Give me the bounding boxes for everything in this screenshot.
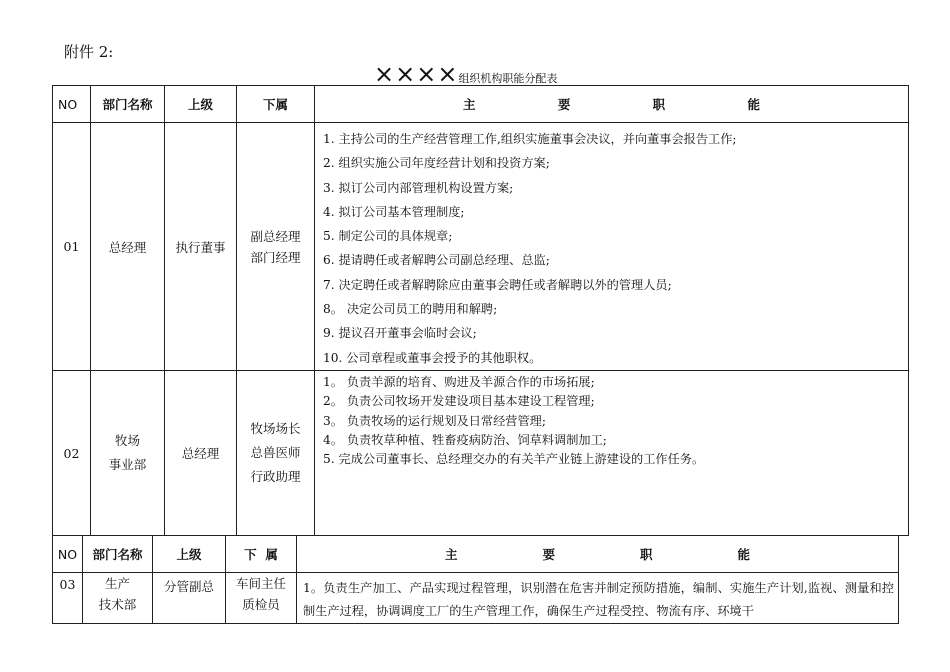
row-no: 01 [53, 123, 91, 371]
subordinate-item: 牧场场长 [250, 421, 301, 436]
header-duties-char: 能 [747, 97, 760, 112]
dept-line: 生产 [104, 576, 130, 591]
dept-line: 牧场 [114, 433, 140, 448]
duty-item: 2. 组织实施公司年度经营计划和投资方案; [323, 156, 550, 171]
row-duties [315, 123, 909, 371]
header-subordinate: 下属 [237, 86, 315, 123]
row-dept: 总经理 [91, 123, 165, 371]
duties-table-1 [52, 85, 909, 536]
document-title [374, 60, 557, 88]
header-superior: 上级 [165, 86, 237, 123]
table-row [53, 123, 909, 371]
duty-item: 3。 负责牧场的运行规划及日常经营管理; [323, 413, 546, 428]
header-no: NO [53, 86, 91, 123]
header-duties [297, 536, 899, 573]
duty-item: 7. 决定聘任或者解聘除应由董事会聘任或者解聘以外的管理人员; [323, 277, 672, 292]
duties-table-2 [52, 535, 899, 624]
duty-item: 1. 主持公司的生产经营管理工作,组织实施董事会决议，并向董事会报告工作; [323, 132, 737, 146]
table-row [53, 573, 899, 624]
header-duties-char: 职 [639, 547, 653, 562]
row-dept [91, 371, 165, 536]
header-dept: 部门名称 [83, 536, 153, 573]
attachment-label: 附件 2: [64, 43, 114, 61]
title-text: 组织机构职能分配表 [458, 72, 558, 85]
table-header-row [53, 536, 899, 573]
row-superior: 分管副总 [153, 573, 226, 624]
row-duties [297, 573, 899, 624]
row-duties [315, 371, 909, 536]
row-superior: 总经理 [165, 371, 237, 536]
title-marks: ×××× [374, 60, 459, 88]
subordinate-item: 总兽医师 [250, 445, 301, 460]
row-subordinates [237, 123, 315, 371]
subordinate-item: 车间主任 [235, 576, 286, 591]
header-duties-char: 主 [445, 547, 458, 562]
table-header-row [53, 86, 909, 123]
duty-item: 1。 负责羊源的培育、购进及羊源合作的市场拓展; [323, 375, 595, 389]
duty-item: 2。 负责公司牧场开发建设项目基本建设工程管理; [323, 394, 595, 409]
row-superior: 执行董事 [165, 123, 237, 371]
duty-item: 4. 拟订公司基本管理制度; [323, 204, 465, 219]
dept-line: 事业部 [108, 457, 147, 472]
duty-item: 3. 拟订公司内部管理机构设置方案; [323, 180, 514, 195]
header-duties-char: 要 [542, 547, 555, 562]
duty-item: 10. 公司章程或董事会授予的其他职权。 [323, 350, 542, 365]
header-subordinate: 下 属 [226, 536, 297, 573]
row-dept [83, 573, 153, 624]
header-superior: 上级 [153, 536, 226, 573]
duty-item: 8。 决定公司员工的聘用和解聘; [323, 302, 498, 317]
duty-item: 6. 提请聘任或者解聘公司副总经理、总监; [323, 253, 550, 268]
subordinate-item: 部门经理 [250, 249, 301, 265]
subordinate-item: 副总经理 [250, 228, 301, 244]
header-dept: 部门名称 [91, 86, 165, 123]
duty-item: 4。 负责牧草种植、牲畜疫病防治、饲草料调制加工; [323, 432, 607, 447]
dept-line: 技术部 [98, 597, 137, 612]
subordinate-item: 行政助理 [250, 469, 301, 484]
duty-item: 5. 完成公司董事长、总经理交办的有关羊产业链上游建设的工作任务。 [323, 452, 705, 467]
row-no: 02 [53, 371, 91, 536]
header-no: NO [53, 536, 83, 573]
header-duties [315, 86, 909, 123]
duty-item: 5. 制定公司的具体规章; [323, 229, 453, 244]
row-subordinates [226, 573, 297, 624]
row-subordinates [237, 371, 315, 536]
duty-paragraph: 1。负责生产加工、产品实现过程管理，识别潜在危害并制定预防措施，编制、实施生产计划,监视、测量和控制生产过程，协调调度工厂的生产管理工作，确保生产过程受控、物流有序、环境干 [303, 581, 894, 618]
header-duties-char: 要 [557, 97, 571, 112]
header-duties-char: 能 [737, 547, 750, 562]
header-duties-char: 职 [652, 97, 666, 112]
subordinate-item: 质检员 [242, 597, 280, 612]
row-no: 03 [53, 573, 83, 624]
duty-item: 9. 提议召开董事会临时会议; [323, 326, 477, 341]
header-duties-char: 主 [463, 97, 476, 112]
table-row [53, 371, 909, 536]
